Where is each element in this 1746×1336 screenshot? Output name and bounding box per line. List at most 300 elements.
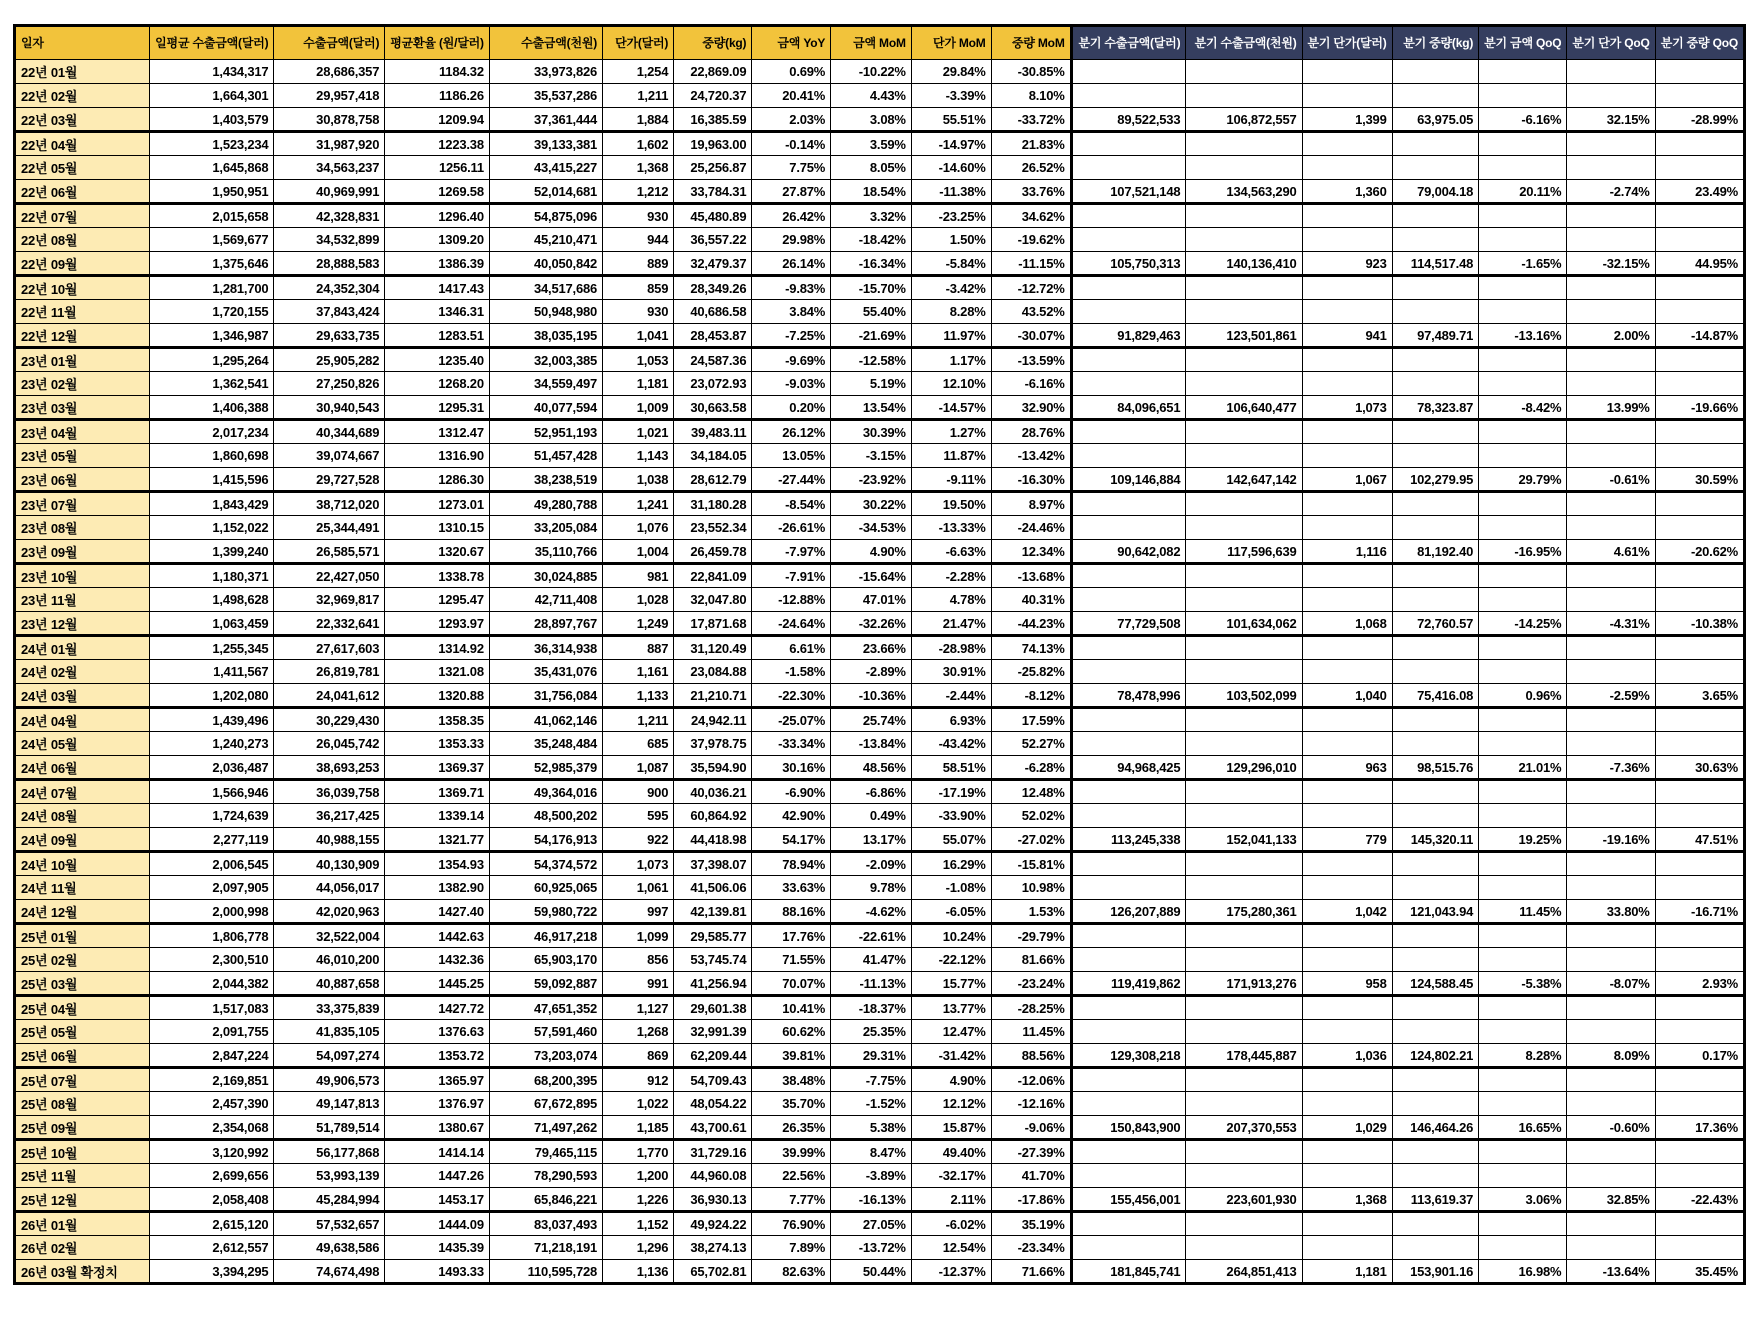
cell-q_weight_kg[interactable]: 146,464.26	[1392, 1116, 1479, 1140]
cell-avg_fx[interactable]: 1380.67	[385, 1116, 490, 1140]
cell-q_weight_kg[interactable]: 145,320.11	[1392, 828, 1479, 852]
cell-q_weight_kg[interactable]	[1392, 948, 1479, 972]
cell-q_unit_price_usd[interactable]	[1302, 1140, 1392, 1164]
cell-unit_price_usd[interactable]: 1,028	[603, 588, 674, 612]
cell-amount_yoy[interactable]: 29.98%	[752, 228, 831, 252]
cell-amount_yoy[interactable]: 39.99%	[752, 1140, 831, 1164]
cell-weight_kg[interactable]: 40,686.58	[674, 300, 752, 324]
cell-amount_mom[interactable]: 5.19%	[831, 372, 912, 396]
cell-amount_mom[interactable]: 13.54%	[831, 396, 912, 420]
cell-unit_price_mom[interactable]: -11.38%	[911, 180, 991, 204]
cell-weight_kg[interactable]: 30,663.58	[674, 396, 752, 420]
cell-q_amount_qoq[interactable]: -1.65%	[1479, 252, 1567, 276]
cell-unit_price_usd[interactable]: 889	[603, 252, 674, 276]
cell-weight_mom[interactable]: -28.25%	[991, 996, 1071, 1020]
cell-export_krw[interactable]: 73,203,074	[489, 1044, 602, 1068]
cell-q_unit_price_qoq[interactable]	[1567, 1020, 1655, 1044]
cell-amount_mom[interactable]: -3.89%	[831, 1164, 912, 1188]
cell-q_weight_kg[interactable]	[1392, 204, 1479, 228]
cell-q_export_usd[interactable]	[1071, 132, 1186, 156]
cell-q_unit_price_usd[interactable]	[1302, 780, 1392, 804]
date-cell[interactable]: 22년 10월	[15, 276, 150, 300]
cell-amount_yoy[interactable]: 76.90%	[752, 1212, 831, 1236]
cell-export_krw[interactable]: 71,218,191	[489, 1236, 602, 1260]
cell-unit_price_mom[interactable]: -14.57%	[911, 396, 991, 420]
column-header-q_weight_qoq[interactable]: 분기 중량 QoQ	[1655, 26, 1744, 60]
cell-q_unit_price_usd[interactable]: 1,068	[1302, 612, 1392, 636]
cell-q_amount_qoq[interactable]	[1479, 1140, 1567, 1164]
cell-q_export_krw[interactable]	[1186, 852, 1302, 876]
cell-amount_mom[interactable]: -16.34%	[831, 252, 912, 276]
cell-q_export_usd[interactable]	[1071, 852, 1186, 876]
cell-amount_yoy[interactable]: 60.62%	[752, 1020, 831, 1044]
cell-unit_price_mom[interactable]: 1.50%	[911, 228, 991, 252]
cell-export_krw[interactable]: 59,980,722	[489, 900, 602, 924]
cell-export_usd[interactable]: 74,674,498	[274, 1260, 385, 1284]
cell-weight_kg[interactable]: 17,871.68	[674, 612, 752, 636]
cell-amount_mom[interactable]: -3.15%	[831, 444, 912, 468]
cell-q_unit_price_usd[interactable]	[1302, 444, 1392, 468]
cell-unit_price_mom[interactable]: 12.54%	[911, 1236, 991, 1260]
cell-weight_kg[interactable]: 65,702.81	[674, 1260, 752, 1284]
date-cell[interactable]: 25년 04월	[15, 996, 150, 1020]
cell-q_weight_kg[interactable]	[1392, 444, 1479, 468]
cell-export_usd[interactable]: 36,217,425	[274, 804, 385, 828]
cell-avg_fx[interactable]: 1320.67	[385, 540, 490, 564]
cell-weight_kg[interactable]: 29,601.38	[674, 996, 752, 1020]
cell-q_unit_price_qoq[interactable]: -8.07%	[1567, 972, 1655, 996]
cell-q_unit_price_qoq[interactable]: -2.74%	[1567, 180, 1655, 204]
cell-export_krw[interactable]: 54,176,913	[489, 828, 602, 852]
cell-q_unit_price_usd[interactable]	[1302, 204, 1392, 228]
cell-q_weight_qoq[interactable]	[1655, 84, 1744, 108]
cell-weight_mom[interactable]: 12.48%	[991, 780, 1071, 804]
cell-unit_price_usd[interactable]: 1,061	[603, 876, 674, 900]
cell-unit_price_usd[interactable]: 1,127	[603, 996, 674, 1020]
cell-export_usd[interactable]: 38,693,253	[274, 756, 385, 780]
cell-q_weight_qoq[interactable]	[1655, 876, 1744, 900]
cell-amount_yoy[interactable]: 26.12%	[752, 420, 831, 444]
cell-q_unit_price_usd[interactable]	[1302, 1212, 1392, 1236]
cell-weight_mom[interactable]: -25.82%	[991, 660, 1071, 684]
cell-weight_mom[interactable]: -29.79%	[991, 924, 1071, 948]
cell-amount_yoy[interactable]: 39.81%	[752, 1044, 831, 1068]
cell-weight_mom[interactable]: 8.97%	[991, 492, 1071, 516]
cell-export_usd[interactable]: 34,563,237	[274, 156, 385, 180]
cell-weight_kg[interactable]: 44,418.98	[674, 828, 752, 852]
cell-q_weight_kg[interactable]	[1392, 276, 1479, 300]
cell-q_unit_price_qoq[interactable]	[1567, 156, 1655, 180]
cell-export_usd[interactable]: 56,177,868	[274, 1140, 385, 1164]
cell-unit_price_mom[interactable]: -12.37%	[911, 1260, 991, 1284]
cell-export_krw[interactable]: 41,062,146	[489, 708, 602, 732]
date-cell[interactable]: 24년 04월	[15, 708, 150, 732]
cell-export_usd[interactable]: 28,888,583	[274, 252, 385, 276]
cell-q_unit_price_usd[interactable]	[1302, 300, 1392, 324]
cell-daily_avg_usd[interactable]: 1,403,579	[150, 108, 274, 132]
cell-export_usd[interactable]: 30,940,543	[274, 396, 385, 420]
cell-export_usd[interactable]: 49,638,586	[274, 1236, 385, 1260]
cell-export_usd[interactable]: 49,147,813	[274, 1092, 385, 1116]
cell-avg_fx[interactable]: 1414.14	[385, 1140, 490, 1164]
cell-unit_price_usd[interactable]: 1,254	[603, 60, 674, 84]
cell-q_unit_price_usd[interactable]	[1302, 708, 1392, 732]
cell-q_export_krw[interactable]	[1186, 60, 1302, 84]
cell-export_usd[interactable]: 27,250,826	[274, 372, 385, 396]
cell-amount_yoy[interactable]: -7.97%	[752, 540, 831, 564]
cell-weight_kg[interactable]: 32,991.39	[674, 1020, 752, 1044]
cell-avg_fx[interactable]: 1354.93	[385, 852, 490, 876]
cell-amount_mom[interactable]: 25.35%	[831, 1020, 912, 1044]
cell-export_krw[interactable]: 65,846,221	[489, 1188, 602, 1212]
cell-export_usd[interactable]: 26,819,781	[274, 660, 385, 684]
cell-q_unit_price_usd[interactable]: 1,036	[1302, 1044, 1392, 1068]
cell-export_usd[interactable]: 57,532,657	[274, 1212, 385, 1236]
cell-q_weight_qoq[interactable]	[1655, 132, 1744, 156]
cell-daily_avg_usd[interactable]: 1,295,264	[150, 348, 274, 372]
column-header-q_amount_qoq[interactable]: 분기 금액 QoQ	[1479, 26, 1567, 60]
date-cell[interactable]: 24년 06월	[15, 756, 150, 780]
cell-amount_mom[interactable]: 8.47%	[831, 1140, 912, 1164]
cell-q_export_usd[interactable]	[1071, 924, 1186, 948]
cell-unit_price_usd[interactable]: 1,181	[603, 372, 674, 396]
cell-weight_mom[interactable]: -15.81%	[991, 852, 1071, 876]
cell-amount_yoy[interactable]: -26.61%	[752, 516, 831, 540]
cell-export_usd[interactable]: 22,427,050	[274, 564, 385, 588]
cell-export_usd[interactable]: 27,617,603	[274, 636, 385, 660]
cell-weight_mom[interactable]: -19.62%	[991, 228, 1071, 252]
cell-unit_price_mom[interactable]: 6.93%	[911, 708, 991, 732]
cell-avg_fx[interactable]: 1447.26	[385, 1164, 490, 1188]
date-cell[interactable]: 23년 01월	[15, 348, 150, 372]
cell-weight_mom[interactable]: -27.39%	[991, 1140, 1071, 1164]
date-cell[interactable]: 24년 01월	[15, 636, 150, 660]
cell-export_krw[interactable]: 49,280,788	[489, 492, 602, 516]
cell-export_usd[interactable]: 34,532,899	[274, 228, 385, 252]
cell-q_weight_kg[interactable]: 75,416.08	[1392, 684, 1479, 708]
cell-q_amount_qoq[interactable]: 0.96%	[1479, 684, 1567, 708]
cell-unit_price_usd[interactable]: 856	[603, 948, 674, 972]
cell-q_weight_kg[interactable]	[1392, 636, 1479, 660]
cell-amount_yoy[interactable]: 54.17%	[752, 828, 831, 852]
cell-q_export_krw[interactable]	[1186, 1212, 1302, 1236]
cell-daily_avg_usd[interactable]: 2,277,119	[150, 828, 274, 852]
cell-avg_fx[interactable]: 1376.63	[385, 1020, 490, 1044]
cell-daily_avg_usd[interactable]: 2,354,068	[150, 1116, 274, 1140]
cell-unit_price_usd[interactable]: 685	[603, 732, 674, 756]
cell-q_export_usd[interactable]	[1071, 348, 1186, 372]
cell-weight_kg[interactable]: 26,459.78	[674, 540, 752, 564]
column-header-export_usd[interactable]: 수출금액(달러)	[274, 26, 385, 60]
cell-q_unit_price_usd[interactable]: 1,360	[1302, 180, 1392, 204]
cell-q_export_usd[interactable]: 91,829,463	[1071, 324, 1186, 348]
cell-unit_price_mom[interactable]: 30.91%	[911, 660, 991, 684]
cell-unit_price_usd[interactable]: 1,133	[603, 684, 674, 708]
cell-q_export_krw[interactable]	[1186, 1092, 1302, 1116]
cell-amount_mom[interactable]: -22.61%	[831, 924, 912, 948]
cell-q_export_krw[interactable]	[1186, 276, 1302, 300]
cell-q_amount_qoq[interactable]	[1479, 444, 1567, 468]
cell-export_usd[interactable]: 30,878,758	[274, 108, 385, 132]
cell-avg_fx[interactable]: 1453.17	[385, 1188, 490, 1212]
cell-q_export_krw[interactable]	[1186, 924, 1302, 948]
cell-q_export_krw[interactable]: 264,851,413	[1186, 1260, 1302, 1284]
cell-q_weight_kg[interactable]	[1392, 588, 1479, 612]
cell-avg_fx[interactable]: 1209.94	[385, 108, 490, 132]
cell-amount_mom[interactable]: 55.40%	[831, 300, 912, 324]
cell-unit_price_mom[interactable]: 19.50%	[911, 492, 991, 516]
cell-weight_kg[interactable]: 62,209.44	[674, 1044, 752, 1068]
cell-q_export_usd[interactable]: 129,308,218	[1071, 1044, 1186, 1068]
cell-export_krw[interactable]: 32,003,385	[489, 348, 602, 372]
cell-unit_price_usd[interactable]: 981	[603, 564, 674, 588]
cell-export_usd[interactable]: 29,957,418	[274, 84, 385, 108]
cell-amount_yoy[interactable]: 35.70%	[752, 1092, 831, 1116]
cell-unit_price_mom[interactable]: -5.84%	[911, 252, 991, 276]
cell-unit_price_mom[interactable]: -2.44%	[911, 684, 991, 708]
cell-q_export_krw[interactable]: 152,041,133	[1186, 828, 1302, 852]
cell-q_export_krw[interactable]	[1186, 804, 1302, 828]
cell-avg_fx[interactable]: 1320.88	[385, 684, 490, 708]
cell-q_export_usd[interactable]	[1071, 1068, 1186, 1092]
cell-q_weight_kg[interactable]	[1392, 492, 1479, 516]
cell-unit_price_mom[interactable]: -17.19%	[911, 780, 991, 804]
cell-q_export_krw[interactable]	[1186, 420, 1302, 444]
cell-weight_kg[interactable]: 23,072.93	[674, 372, 752, 396]
date-cell[interactable]: 23년 03월	[15, 396, 150, 420]
cell-q_export_krw[interactable]	[1186, 444, 1302, 468]
cell-export_usd[interactable]: 41,835,105	[274, 1020, 385, 1044]
cell-unit_price_mom[interactable]: -1.08%	[911, 876, 991, 900]
cell-export_usd[interactable]: 40,130,909	[274, 852, 385, 876]
cell-q_unit_price_qoq[interactable]	[1567, 1236, 1655, 1260]
cell-unit_price_mom[interactable]: -3.39%	[911, 84, 991, 108]
cell-q_unit_price_usd[interactable]	[1302, 732, 1392, 756]
cell-unit_price_usd[interactable]: 1,296	[603, 1236, 674, 1260]
cell-avg_fx[interactable]: 1184.32	[385, 60, 490, 84]
cell-unit_price_mom[interactable]: -43.42%	[911, 732, 991, 756]
cell-q_export_krw[interactable]	[1186, 564, 1302, 588]
cell-q_weight_kg[interactable]: 98,515.76	[1392, 756, 1479, 780]
cell-amount_yoy[interactable]: 26.35%	[752, 1116, 831, 1140]
cell-amount_yoy[interactable]: -6.90%	[752, 780, 831, 804]
cell-q_weight_qoq[interactable]	[1655, 852, 1744, 876]
cell-q_weight_kg[interactable]	[1392, 996, 1479, 1020]
cell-q_weight_qoq[interactable]	[1655, 204, 1744, 228]
cell-weight_kg[interactable]: 23,552.34	[674, 516, 752, 540]
cell-q_weight_qoq[interactable]: 2.93%	[1655, 972, 1744, 996]
cell-q_unit_price_usd[interactable]	[1302, 348, 1392, 372]
cell-q_weight_qoq[interactable]	[1655, 804, 1744, 828]
cell-amount_mom[interactable]: -10.36%	[831, 684, 912, 708]
cell-unit_price_usd[interactable]: 1,212	[603, 180, 674, 204]
cell-export_krw[interactable]: 33,973,826	[489, 60, 602, 84]
cell-export_krw[interactable]: 79,465,115	[489, 1140, 602, 1164]
cell-q_amount_qoq[interactable]: 16.98%	[1479, 1260, 1567, 1284]
cell-amount_yoy[interactable]: -9.03%	[752, 372, 831, 396]
cell-q_amount_qoq[interactable]	[1479, 1068, 1567, 1092]
cell-amount_yoy[interactable]: -24.64%	[752, 612, 831, 636]
cell-q_unit_price_usd[interactable]	[1302, 276, 1392, 300]
cell-q_amount_qoq[interactable]	[1479, 1020, 1567, 1044]
cell-export_usd[interactable]: 42,328,831	[274, 204, 385, 228]
cell-q_export_krw[interactable]	[1186, 492, 1302, 516]
cell-weight_kg[interactable]: 24,587.36	[674, 348, 752, 372]
column-header-q_export_usd[interactable]: 분기 수출금액(달러)	[1071, 26, 1186, 60]
cell-amount_mom[interactable]: -15.64%	[831, 564, 912, 588]
cell-avg_fx[interactable]: 1427.72	[385, 996, 490, 1020]
cell-q_amount_qoq[interactable]	[1479, 852, 1567, 876]
cell-amount_yoy[interactable]: 7.77%	[752, 1188, 831, 1212]
cell-q_export_usd[interactable]	[1071, 876, 1186, 900]
cell-unit_price_usd[interactable]: 1,161	[603, 660, 674, 684]
cell-weight_mom[interactable]: 28.76%	[991, 420, 1071, 444]
cell-q_amount_qoq[interactable]: 16.65%	[1479, 1116, 1567, 1140]
cell-q_weight_qoq[interactable]	[1655, 228, 1744, 252]
cell-q_amount_qoq[interactable]	[1479, 372, 1567, 396]
cell-q_unit_price_qoq[interactable]: -0.61%	[1567, 468, 1655, 492]
cell-q_weight_kg[interactable]: 78,323.87	[1392, 396, 1479, 420]
cell-amount_mom[interactable]: -1.52%	[831, 1092, 912, 1116]
cell-q_export_usd[interactable]	[1071, 660, 1186, 684]
cell-export_usd[interactable]: 36,039,758	[274, 780, 385, 804]
cell-weight_kg[interactable]: 34,184.05	[674, 444, 752, 468]
cell-q_unit_price_usd[interactable]: 963	[1302, 756, 1392, 780]
cell-q_export_usd[interactable]	[1071, 228, 1186, 252]
cell-amount_mom[interactable]: -4.62%	[831, 900, 912, 924]
cell-q_weight_kg[interactable]	[1392, 1164, 1479, 1188]
cell-q_export_usd[interactable]: 126,207,889	[1071, 900, 1186, 924]
cell-daily_avg_usd[interactable]: 1,950,951	[150, 180, 274, 204]
cell-q_export_usd[interactable]: 84,096,651	[1071, 396, 1186, 420]
cell-weight_mom[interactable]: -16.30%	[991, 468, 1071, 492]
date-cell[interactable]: 22년 07월	[15, 204, 150, 228]
cell-unit_price_usd[interactable]: 1,211	[603, 84, 674, 108]
cell-amount_mom[interactable]: -21.69%	[831, 324, 912, 348]
cell-unit_price_mom[interactable]: 11.97%	[911, 324, 991, 348]
cell-q_unit_price_qoq[interactable]: -32.15%	[1567, 252, 1655, 276]
cell-q_weight_qoq[interactable]: 0.17%	[1655, 1044, 1744, 1068]
cell-unit_price_mom[interactable]: 29.84%	[911, 60, 991, 84]
cell-amount_mom[interactable]: 0.49%	[831, 804, 912, 828]
cell-weight_mom[interactable]: -27.02%	[991, 828, 1071, 852]
cell-q_unit_price_qoq[interactable]	[1567, 924, 1655, 948]
cell-amount_mom[interactable]: 4.43%	[831, 84, 912, 108]
cell-weight_kg[interactable]: 22,841.09	[674, 564, 752, 588]
date-cell[interactable]: 24년 07월	[15, 780, 150, 804]
cell-q_unit_price_usd[interactable]	[1302, 876, 1392, 900]
cell-weight_kg[interactable]: 21,210.71	[674, 684, 752, 708]
cell-q_weight_qoq[interactable]	[1655, 1020, 1744, 1044]
cell-weight_mom[interactable]: -13.68%	[991, 564, 1071, 588]
cell-avg_fx[interactable]: 1369.37	[385, 756, 490, 780]
cell-avg_fx[interactable]: 1283.51	[385, 324, 490, 348]
cell-unit_price_mom[interactable]: -13.33%	[911, 516, 991, 540]
cell-q_unit_price_qoq[interactable]	[1567, 228, 1655, 252]
cell-export_krw[interactable]: 35,431,076	[489, 660, 602, 684]
cell-export_usd[interactable]: 54,097,274	[274, 1044, 385, 1068]
cell-q_unit_price_usd[interactable]	[1302, 1068, 1392, 1092]
cell-weight_kg[interactable]: 44,960.08	[674, 1164, 752, 1188]
cell-q_unit_price_usd[interactable]: 1,042	[1302, 900, 1392, 924]
cell-unit_price_usd[interactable]: 1,087	[603, 756, 674, 780]
cell-q_amount_qoq[interactable]	[1479, 204, 1567, 228]
cell-avg_fx[interactable]: 1269.58	[385, 180, 490, 204]
cell-q_weight_qoq[interactable]	[1655, 780, 1744, 804]
cell-q_amount_qoq[interactable]: 8.28%	[1479, 1044, 1567, 1068]
cell-q_weight_qoq[interactable]	[1655, 636, 1744, 660]
cell-amount_mom[interactable]: -34.53%	[831, 516, 912, 540]
cell-q_amount_qoq[interactable]	[1479, 708, 1567, 732]
cell-q_export_krw[interactable]: 171,913,276	[1186, 972, 1302, 996]
cell-q_amount_qoq[interactable]	[1479, 996, 1567, 1020]
cell-amount_mom[interactable]: -11.13%	[831, 972, 912, 996]
cell-q_unit_price_qoq[interactable]	[1567, 708, 1655, 732]
cell-amount_mom[interactable]: 23.66%	[831, 636, 912, 660]
cell-q_export_usd[interactable]	[1071, 204, 1186, 228]
cell-q_weight_kg[interactable]	[1392, 420, 1479, 444]
cell-daily_avg_usd[interactable]: 2,036,487	[150, 756, 274, 780]
cell-q_export_krw[interactable]: 101,634,062	[1186, 612, 1302, 636]
cell-q_weight_qoq[interactable]: -28.99%	[1655, 108, 1744, 132]
cell-q_amount_qoq[interactable]	[1479, 492, 1567, 516]
cell-unit_price_mom[interactable]: 58.51%	[911, 756, 991, 780]
cell-unit_price_mom[interactable]: 21.47%	[911, 612, 991, 636]
cell-amount_yoy[interactable]: -12.88%	[752, 588, 831, 612]
cell-q_weight_qoq[interactable]	[1655, 588, 1744, 612]
cell-q_unit_price_usd[interactable]	[1302, 588, 1392, 612]
cell-avg_fx[interactable]: 1432.36	[385, 948, 490, 972]
cell-weight_kg[interactable]: 23,084.88	[674, 660, 752, 684]
cell-q_unit_price_qoq[interactable]: -19.16%	[1567, 828, 1655, 852]
cell-daily_avg_usd[interactable]: 1,566,946	[150, 780, 274, 804]
cell-q_export_usd[interactable]	[1071, 300, 1186, 324]
cell-unit_price_mom[interactable]: -6.05%	[911, 900, 991, 924]
cell-q_export_usd[interactable]	[1071, 1140, 1186, 1164]
cell-export_krw[interactable]: 83,037,493	[489, 1212, 602, 1236]
cell-weight_mom[interactable]: -12.06%	[991, 1068, 1071, 1092]
cell-weight_kg[interactable]: 37,398.07	[674, 852, 752, 876]
cell-amount_mom[interactable]: -32.26%	[831, 612, 912, 636]
cell-q_weight_kg[interactable]	[1392, 348, 1479, 372]
cell-export_krw[interactable]: 51,457,428	[489, 444, 602, 468]
cell-weight_mom[interactable]: 71.66%	[991, 1260, 1071, 1284]
cell-amount_yoy[interactable]: 27.87%	[752, 180, 831, 204]
cell-unit_price_usd[interactable]: 1,602	[603, 132, 674, 156]
cell-q_amount_qoq[interactable]: -5.38%	[1479, 972, 1567, 996]
cell-q_unit_price_qoq[interactable]	[1567, 420, 1655, 444]
cell-q_unit_price_qoq[interactable]: -13.64%	[1567, 1260, 1655, 1284]
cell-weight_kg[interactable]: 39,483.11	[674, 420, 752, 444]
cell-q_unit_price_usd[interactable]	[1302, 564, 1392, 588]
cell-weight_mom[interactable]: -23.34%	[991, 1236, 1071, 1260]
cell-q_amount_qoq[interactable]	[1479, 636, 1567, 660]
cell-export_krw[interactable]: 38,238,519	[489, 468, 602, 492]
cell-q_unit_price_usd[interactable]: 941	[1302, 324, 1392, 348]
cell-export_krw[interactable]: 52,014,681	[489, 180, 602, 204]
cell-q_amount_qoq[interactable]	[1479, 156, 1567, 180]
cell-avg_fx[interactable]: 1358.35	[385, 708, 490, 732]
cell-avg_fx[interactable]: 1295.31	[385, 396, 490, 420]
cell-q_export_krw[interactable]	[1186, 708, 1302, 732]
cell-q_weight_kg[interactable]: 114,517.48	[1392, 252, 1479, 276]
cell-weight_kg[interactable]: 40,036.21	[674, 780, 752, 804]
cell-daily_avg_usd[interactable]: 2,097,905	[150, 876, 274, 900]
cell-q_amount_qoq[interactable]: -14.25%	[1479, 612, 1567, 636]
cell-export_usd[interactable]: 24,041,612	[274, 684, 385, 708]
cell-weight_kg[interactable]: 32,479.37	[674, 252, 752, 276]
cell-q_amount_qoq[interactable]	[1479, 732, 1567, 756]
